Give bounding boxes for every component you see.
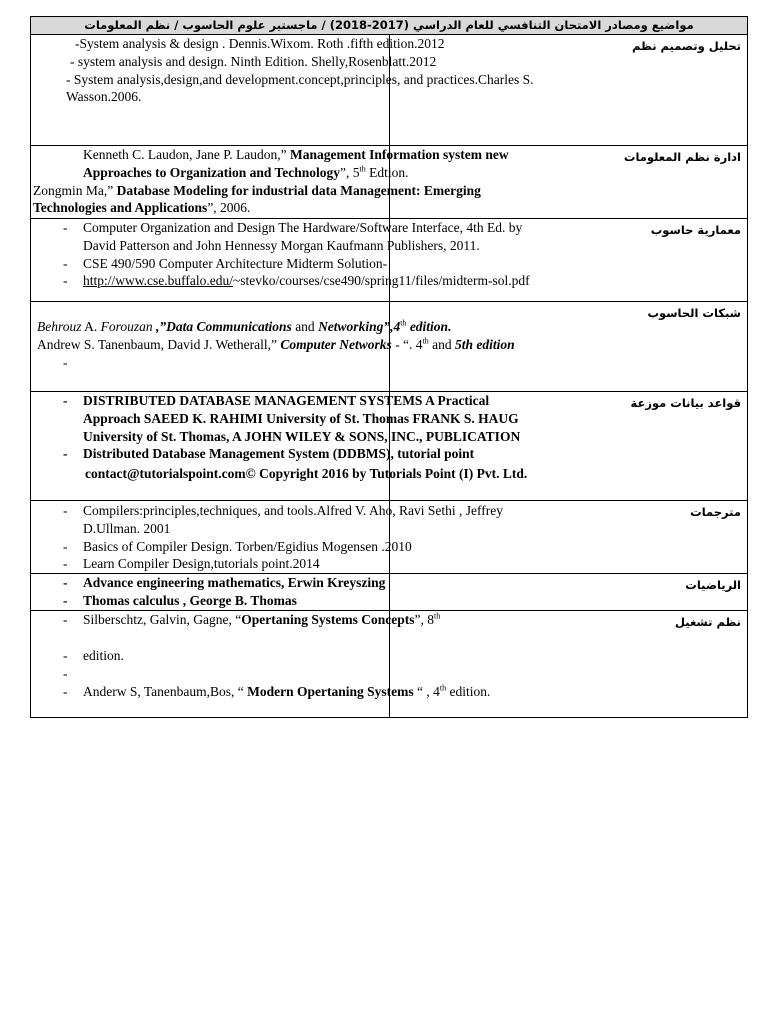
reference-line	[35, 611, 441, 629]
references-cell	[31, 574, 390, 611]
reference-authors: Kenneth C. Laudon, Jane P. Laudon,”	[83, 147, 287, 162]
reference-link[interactable]: http://www.cse.buffalo.edu/	[83, 273, 233, 289]
reference-text: and	[291, 319, 319, 334]
document	[30, 16, 748, 718]
reference-authors: Anderw S, Tanenbaum,Bos, “	[83, 683, 248, 699]
reference-text: “ , 4	[413, 683, 440, 699]
reference-title: ,”Data Communications	[152, 319, 292, 334]
reference-authors: Zongmin Ma,”	[33, 182, 114, 198]
reference-line: Approach SAEED K. RAHIMI University of St. Thomas FRANK S. HAUG	[83, 410, 519, 426]
reference-text: and	[428, 336, 456, 352]
subject-cell: الرياضيات	[389, 574, 748, 611]
reference-line: - DISTRIBUTED DATABASE MANAGEMENT SYSTEMS A Practical	[35, 392, 385, 410]
reference-line	[35, 146, 509, 164]
header-row	[31, 17, 748, 35]
reference-text: ”, 8	[414, 612, 434, 628]
reference-title: Opertaning Systems Concepts	[241, 612, 415, 628]
table-row	[31, 146, 748, 219]
reference-line: - System analysis,design,and development.concept,principles, and practices.Charles S.	[66, 71, 534, 87]
reference-title: Approaches to Organization and Technology	[83, 164, 341, 180]
subject-cell: تحليل وتصميم نظم	[389, 35, 748, 146]
subject-cell: قواعد بيانات موزعة	[389, 392, 748, 501]
subject-cell: معمارية حاسوب	[389, 219, 748, 302]
reference-text: edition.	[446, 683, 491, 699]
reference-line: - Thomas calculus , George B. Thomas	[35, 592, 385, 610]
references-cell	[31, 219, 530, 302]
subject-cell: نظم تشغيل	[389, 611, 748, 718]
reference-authors: Forouzan	[100, 319, 153, 334]
reference-line: - system analysis and design. Ninth Edition. Shelly,Rosenblatt.2012	[70, 53, 437, 69]
references-cell	[31, 35, 534, 146]
superscript: th	[359, 164, 366, 174]
reference-line: University of St. Thomas, A JOHN WILEY & SONS, INC., PUBLICATION	[83, 428, 521, 444]
subject-cell: مترجمات	[389, 501, 748, 574]
reference-line: - Computer Organization and Design The Hardware/Software Interface, 4th Ed. by	[35, 219, 385, 237]
reference-line	[33, 199, 385, 217]
reference-line	[37, 336, 515, 354]
references-table	[30, 16, 748, 718]
reference-line: -System analysis & design . Dennis.Wixom. Roth .fifth edition.2012	[75, 36, 445, 51]
subject-cell: ادارة نظم المعلومات	[389, 146, 748, 219]
superscript: th	[433, 611, 441, 621]
reference-line: contact@tutorialspoint.com© Copyright 2016 by Tutorials Point (I) Pvt. Ltd.	[85, 466, 528, 482]
reference-line	[35, 164, 409, 182]
reference-line: - Distributed Database Management System (DDBMS), tutorial point	[35, 445, 385, 463]
superscript: th	[422, 336, 429, 346]
references-cell	[31, 501, 503, 574]
table-row	[31, 35, 748, 146]
reference-title: Modern Opertaning Systems	[247, 683, 414, 699]
empty-bullet: -	[63, 354, 68, 370]
reference-line: Wasson.2006.	[66, 89, 142, 105]
reference-title: Computer Networks	[280, 336, 392, 352]
reference-authors: Andrew S. Tanenbaum, David J. Wetherall,”	[37, 336, 281, 352]
subject-cell: شبكات الحاسوب	[389, 302, 748, 392]
reference-line: - Advance engineering mathematics, Erwin Kreyszing	[35, 574, 385, 592]
reference-text: A.	[81, 319, 101, 334]
reference-line	[35, 272, 530, 290]
empty-bullet: -	[63, 665, 68, 681]
reference-line: David Patterson and John Hennessy Morgan Kaufmann Publishers, 2011.	[83, 237, 480, 253]
reference-title: edition.	[406, 319, 452, 334]
references-cell	[31, 146, 509, 219]
reference-title: 5th edition	[455, 336, 515, 352]
reference-line: - Compilers:principles,techniques, and tools.Alfred V. Aho, Ravi Sethi , Jeffrey	[35, 502, 385, 520]
references-cell	[31, 611, 491, 718]
reference-text: Edtion.	[365, 164, 409, 180]
table-row	[31, 574, 748, 611]
table-row	[31, 392, 748, 501]
superscript: th	[439, 683, 447, 693]
table-row	[31, 501, 748, 574]
reference-line: - Learn Compiler Design,tutorials point.2014	[35, 555, 385, 573]
reference-title: Technologies and Applications	[33, 200, 208, 216]
table-row	[31, 219, 748, 302]
reference-text: ~stevko/courses/cse490/spring11/files/midterm-sol.pdf	[232, 273, 530, 289]
table-header: مواضيع ومصادر الامتحان التنافسي للعام الدراسي (2017-2018) / ماجستير علوم الحاسوب / نظم المعلومات	[31, 17, 748, 35]
reference-title: Database Modeling for industrial data Management: Emerging	[116, 182, 481, 198]
table-row	[31, 611, 748, 718]
reference-line	[37, 318, 452, 336]
references-cell	[31, 392, 528, 501]
reference-line: - CSE 490/590 Computer Architecture Midterm Solution-	[35, 255, 385, 273]
reference-text: - “. 4	[391, 336, 423, 352]
reference-line	[33, 182, 481, 200]
reference-authors: Behrouz	[37, 319, 82, 334]
reference-title: Networking”,4	[318, 319, 401, 334]
reference-text: ”, 2006.	[207, 200, 251, 216]
reference-line: D.Ullman. 2001	[83, 520, 171, 536]
reference-line: - edition.	[35, 647, 385, 665]
references-cell	[31, 302, 515, 392]
reference-line: - Basics of Compiler Design. Torben/Egidius Mogensen .2010	[35, 538, 385, 556]
table-row	[31, 302, 748, 392]
reference-text: ”, 5	[340, 164, 360, 180]
reference-line	[35, 683, 491, 701]
reference-authors: Silberschtz, Galvin, Gagne, “	[83, 612, 242, 628]
superscript: th	[400, 318, 407, 328]
reference-title: Management Information system new	[289, 147, 509, 162]
